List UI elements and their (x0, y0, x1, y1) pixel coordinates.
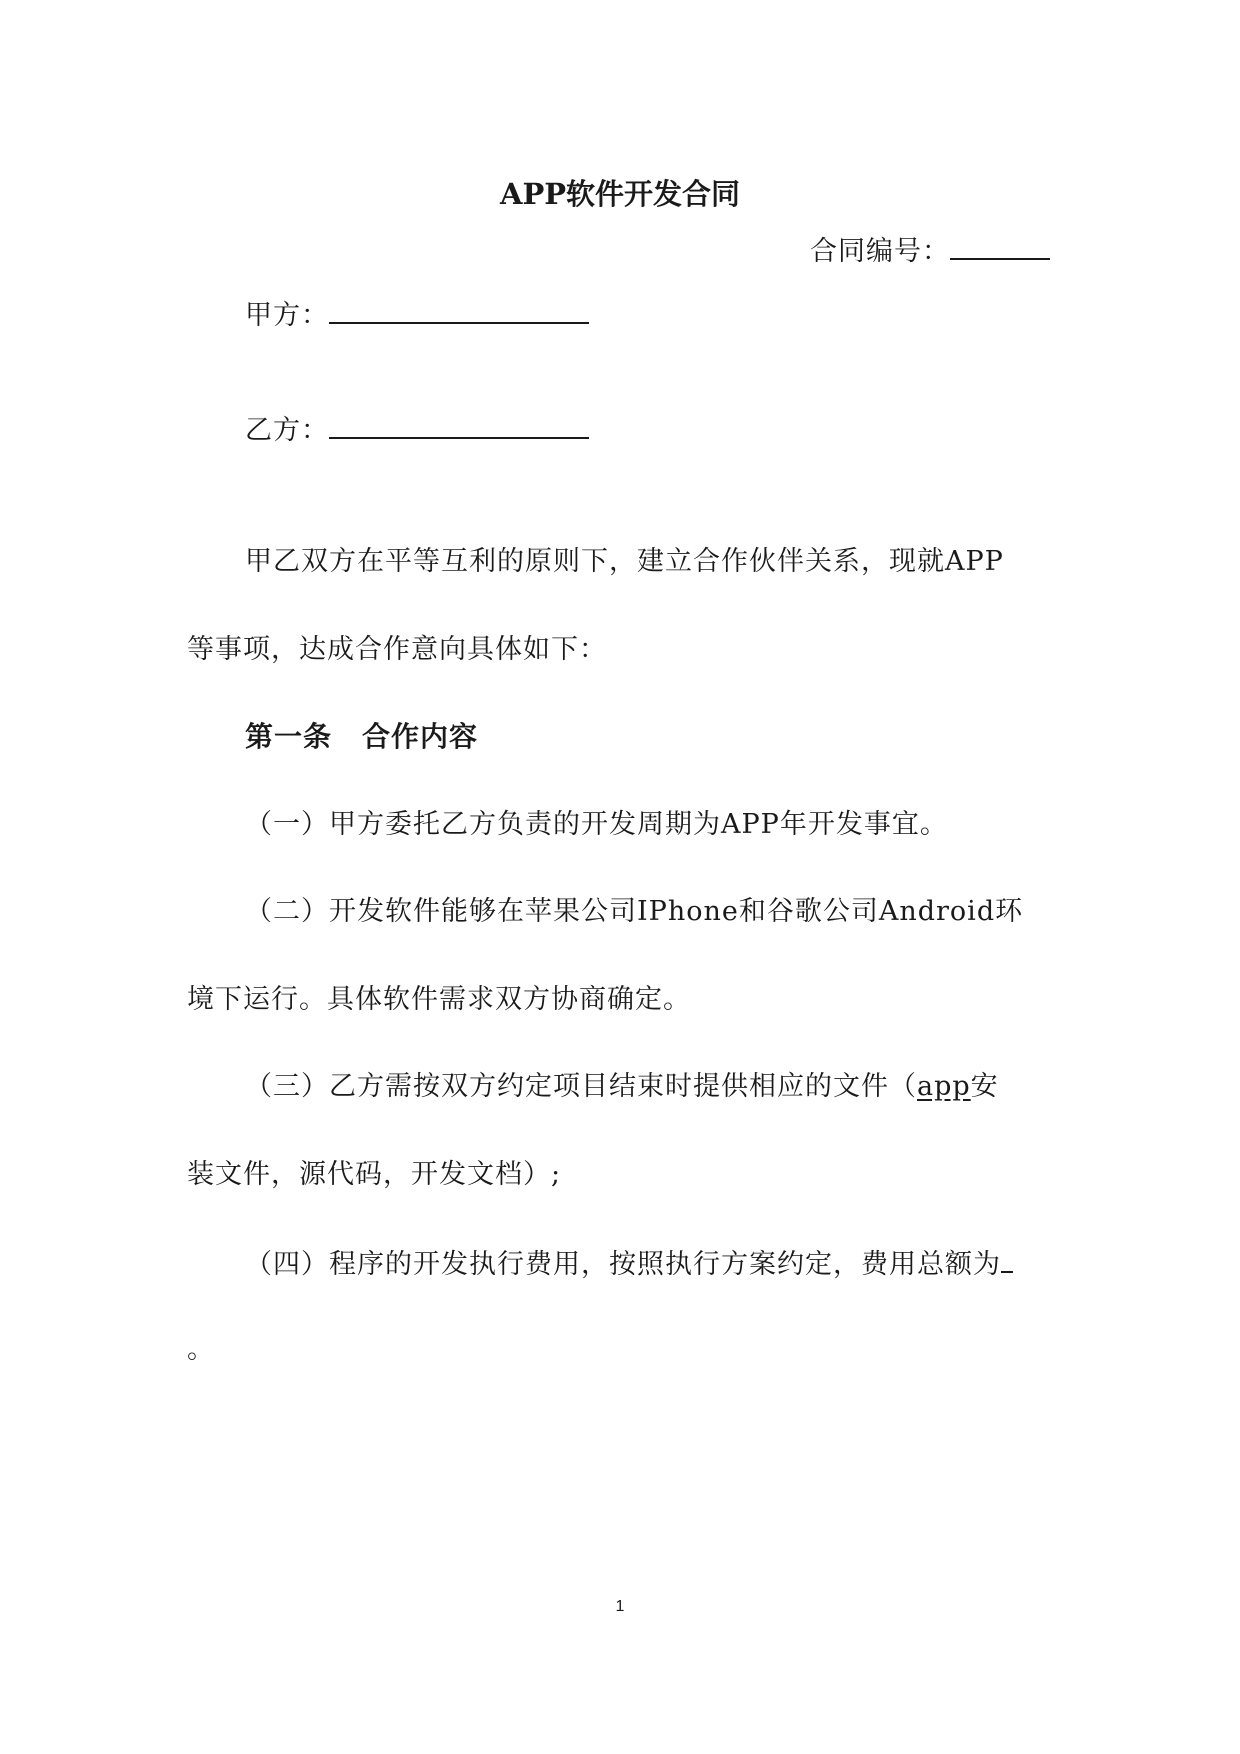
article-1-title: 合作内容 (362, 720, 479, 753)
party-b-label: 乙方： (245, 415, 329, 446)
item-4-text: （四）程序的开发执行费用，按照执行方案约定，费用总额为 (245, 1249, 1001, 1280)
item-4-line-1 (245, 1245, 1013, 1282)
party-a-label: 甲方： (245, 300, 329, 331)
item-3-text-after: 安 (970, 1071, 999, 1102)
item-3-text-before: （三）乙方需按双方约定项目结束时提供相应的文件（ (245, 1071, 917, 1102)
fee-total-blank (1001, 1245, 1013, 1273)
intro-line-2: 等事项，达成合作意向具体如下： (187, 634, 607, 665)
party-a-blank (329, 296, 589, 324)
contract-number-label: 合同编号： (810, 236, 950, 267)
article-1-heading (245, 720, 478, 754)
item-2-line-1: （二）开发软件能够在苹果公司IPhone和谷歌公司Android环 (245, 896, 1024, 927)
party-b-line (245, 411, 589, 448)
item-1: （一）甲方委托乙方负责的开发周期为APP年开发事宜。 (245, 809, 948, 840)
article-1-number: 第一条 (245, 720, 333, 753)
intro-line-1: 甲乙双方在平等互利的原则下，建立合作伙伴关系，现就APP (245, 546, 1004, 577)
item-3-app-link[interactable]: app (917, 1071, 971, 1102)
party-a-line (245, 296, 589, 333)
item-3-line-1 (245, 1070, 999, 1104)
item-3-line-2: 装文件，源代码，开发文档）; (187, 1159, 562, 1190)
document-title: APP软件开发合同 (499, 177, 741, 211)
item-4-line-2: 。 (187, 1334, 215, 1365)
contract-number-line (810, 232, 1050, 269)
party-b-blank (329, 411, 589, 439)
contract-number-blank (950, 232, 1050, 260)
page-number: 1 (615, 1598, 625, 1615)
item-2-line-2: 境下运行。具体软件需求双方协商确定。 (187, 984, 691, 1015)
